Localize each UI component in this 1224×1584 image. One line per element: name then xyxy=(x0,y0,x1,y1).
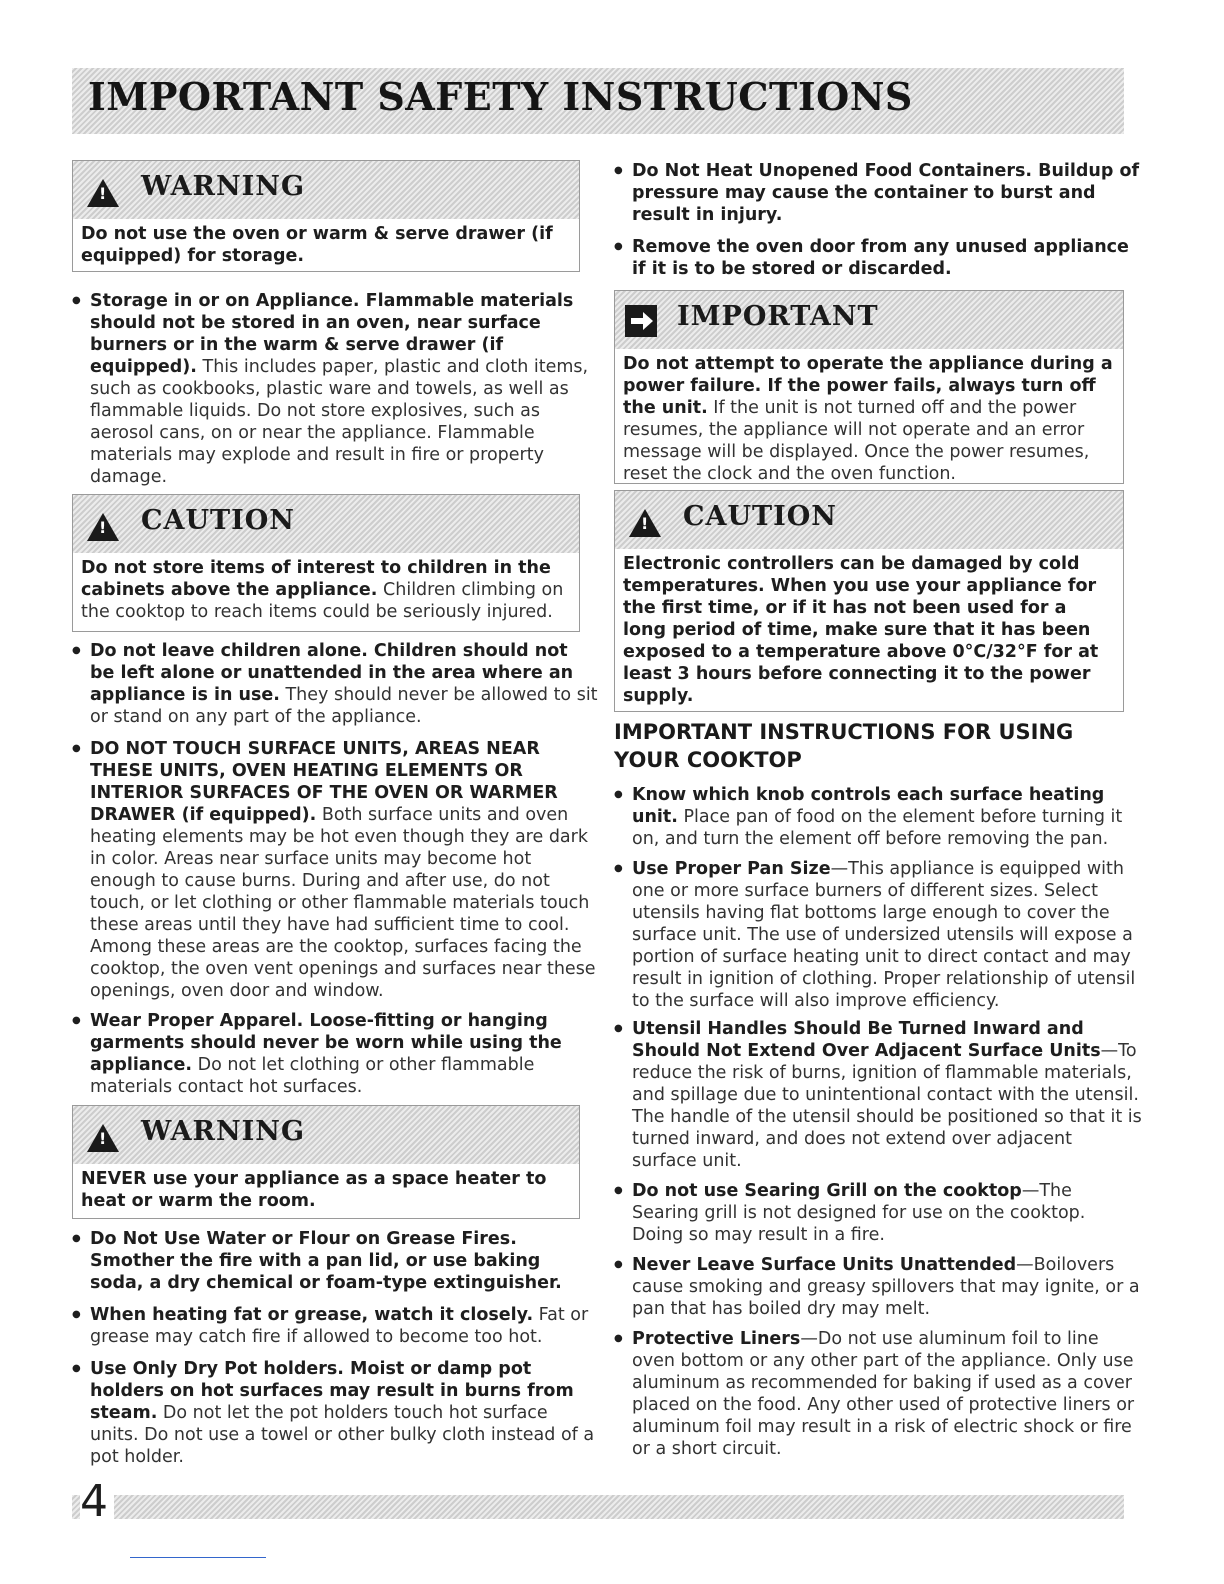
bullet-bold: Storage in or on Appliance. Flammable materials should not be stored in an oven, near surface burners or in the warm & serve drawer (if equipped). xyxy=(90,291,574,377)
bullet-bold: DO NOT TOUCH SURFACE UNITS, AREAS NEAR THESE UNITS, OVEN HEATING ELEMENTS OR INTERIOR SURFACES OF THE OVEN OR WARMER DRAWER (if equipped). xyxy=(90,739,558,825)
footer-divider xyxy=(130,1557,266,1558)
bullet-oven-door xyxy=(614,236,1142,280)
page-number: 4 xyxy=(80,1476,114,1528)
footer-bar xyxy=(72,1495,1124,1519)
arrow-right-icon xyxy=(625,305,657,337)
important-bold: Do not attempt to operate the appliance during a power failure. If the power fails, always turn off the unit. xyxy=(623,354,1113,418)
bullet-unattended xyxy=(614,1254,1142,1320)
bullet-text: —Do not use aluminum foil to line oven bottom or any other part of the appliance. Only use aluminum as recommended for baking if used as a cover placed on the food. Any other used of protective liners or aluminum foil may result in a risk of electric shock or fire or a short circuit. xyxy=(632,1329,1135,1459)
caution-bold: Do not store items of interest to children in the cabinets above the appliance. xyxy=(81,558,551,600)
important-text xyxy=(615,349,1123,491)
caution-header xyxy=(615,491,1123,549)
important-normal: If the unit is not turned off and the power resumes, the appliance will not operate and an error message will be displayed. Once the power resumes, reset the clock and the oven function. xyxy=(623,398,1090,484)
warning-heading: WARNING xyxy=(141,171,306,202)
bullet-text: They should never be allowed to sit or stand on any part of the appliance. xyxy=(90,685,598,727)
bullet-bold: Protective Liners xyxy=(632,1329,801,1349)
caution-heading: CAUTION xyxy=(141,505,295,536)
warning-text: Do not use the oven or warm & serve drawer (if equipped) for storage. xyxy=(81,224,553,266)
caution-heading: CAUTION xyxy=(683,501,837,532)
bullet-text: Both surface units and oven heating elements may be hot even though they are dark in color. Areas near surface units may become hot enough to cause burns. During and after use, do not touch, or let clothing or other flammable materials touch these areas until they have had sufficient time to cool. Among these areas are the cooktop, surfaces facing the cooktop, the oven vent openings and surfaces near these openings, oven door and window. xyxy=(90,805,596,1001)
bullet-text: Do not let the pot holders touch hot surface units. Do not use a towel or other bulky cloth instead of a pot holder. xyxy=(90,1403,595,1467)
bullet-bold: Know which knob controls each surface heating unit. xyxy=(632,785,1105,827)
warning-header xyxy=(73,1106,579,1164)
bullet-pan-size xyxy=(614,858,1142,1012)
caution-triangle-icon xyxy=(87,513,119,541)
bullet-knob xyxy=(614,784,1142,850)
warning-header xyxy=(73,161,579,219)
section-title: IMPORTANT INSTRUCTIONS FOR USING YOUR COOKTOP xyxy=(614,720,1074,772)
important-header xyxy=(615,291,1123,349)
bullet-bold: Do Not Heat Unopened Food Containers. Buildup of pressure may cause the container to burst and result in injury. xyxy=(632,161,1140,225)
bullet-grease-fires xyxy=(72,1228,598,1294)
bullet-children xyxy=(72,640,598,728)
bullet-searing-grill xyxy=(614,1180,1142,1246)
bullet-text: —This appliance is equipped with one or more surface burners of different sizes. Select utensils having flat bottoms large enough to cover the surface unit. The use of undersized utensils will expose a portion of surface heating unit to direct contact and may result in ignition of clothing. Proper relationship of utensil to the surface will also improve efficiency. xyxy=(632,859,1136,1011)
bullet-storage xyxy=(72,290,598,488)
bullet-text: —To reduce the risk of burns, ignition of flammable materials, and spillage due to unintentional contact with the utensil. The handle of the utensil should be positioned so that it is turned inward, and does not extend over adjacent surface unit. xyxy=(632,1041,1142,1171)
bullet-bold: Remove the oven door from any unused appliance if it is to be stored or discarded. xyxy=(632,237,1129,279)
caution-text: Electronic controllers can be damaged by cold temperatures. When you use your appliance for the first time, or if it has not been used for a long period of time, make sure that it has been exposed to a temperature above 0°C/32°F for at least 3 hours before connecting it to the power supply. xyxy=(623,554,1099,706)
bullet-text: —The Searing grill is not designed for use on the cooktop. Doing so may result in a fire. xyxy=(632,1181,1086,1245)
important-heading: IMPORTANT xyxy=(677,301,879,332)
bullet-text: Fat or grease may catch fire if allowed to become too hot. xyxy=(90,1305,589,1347)
caution-header xyxy=(73,495,579,553)
bullet-bold: Wear Proper Apparel. Loose-fitting or hanging garments should never be worn while using the appliance. xyxy=(90,1011,562,1075)
bullet-touch xyxy=(72,738,598,1002)
bullet-bold: Never Leave Surface Units Unattended xyxy=(632,1255,1017,1275)
bullet-text: Place pan of food on the element before turning it on, and turn the element off before removing the pan. xyxy=(632,807,1123,849)
bullet-liners xyxy=(614,1328,1142,1460)
bullet-bold: Use Only Dry Pot holders. Moist or damp pot holders on hot surfaces may result in burns from steam. xyxy=(90,1359,574,1423)
bullet-handles xyxy=(614,1018,1142,1172)
bullet-fat xyxy=(72,1304,598,1348)
bullet-bold: Utensil Handles Should Be Turned Inward and Should Not Extend Over Adjacent Surface Units xyxy=(632,1019,1101,1061)
caution-triangle-icon xyxy=(629,509,661,537)
bullet-potholders xyxy=(72,1358,598,1468)
important-box-power xyxy=(614,290,1124,484)
bullet-bold: Do not leave children alone. Children should not be left alone or unattended in the area where an appliance is in use. xyxy=(90,641,574,705)
bullet-text: This includes paper, plastic and cloth items, such as cookbooks, plastic ware and towels, as well as flammable liquids. Do not store explosives, such as aerosol cans, on or near the appliance. Flammable materials may explode and result in fire or property damage. xyxy=(90,357,589,487)
caution-text xyxy=(73,553,579,629)
page-title: IMPORTANT SAFETY INSTRUCTIONS xyxy=(88,74,913,119)
bullet-containers xyxy=(614,160,1142,226)
warning-heading: WARNING xyxy=(141,1116,306,1147)
warning-box-storage xyxy=(72,160,580,272)
warning-triangle-icon xyxy=(87,179,119,207)
warning-text: NEVER use your appliance as a space heater to heat or warm the room. xyxy=(81,1169,547,1211)
bullet-text: Do not let clothing or other flammable materials contact hot surfaces. xyxy=(90,1055,535,1097)
title-banner xyxy=(72,68,1124,134)
bullet-bold: Do Not Use Water or Flour on Grease Fires. Smother the fire with a pan lid, or use baking soda, a dry chemical or foam-type extinguisher. xyxy=(90,1229,562,1293)
caution-box-children xyxy=(72,494,580,632)
warning-box-heater xyxy=(72,1105,580,1219)
caution-box-controllers xyxy=(614,490,1124,712)
caution-normal: Children climbing on the cooktop to reach items could be seriously injured. xyxy=(81,580,564,622)
bullet-text: —Boilovers cause smoking and greasy spillovers that may ignite, or a pan that has boiled dry may melt. xyxy=(632,1255,1140,1319)
warning-triangle-icon xyxy=(87,1124,119,1152)
bullet-apparel xyxy=(72,1010,598,1098)
bullet-bold: Use Proper Pan Size xyxy=(632,859,831,879)
bullet-bold: Do not use Searing Grill on the cooktop xyxy=(632,1181,1022,1201)
bullet-bold: When heating fat or grease, watch it closely. xyxy=(90,1305,534,1325)
